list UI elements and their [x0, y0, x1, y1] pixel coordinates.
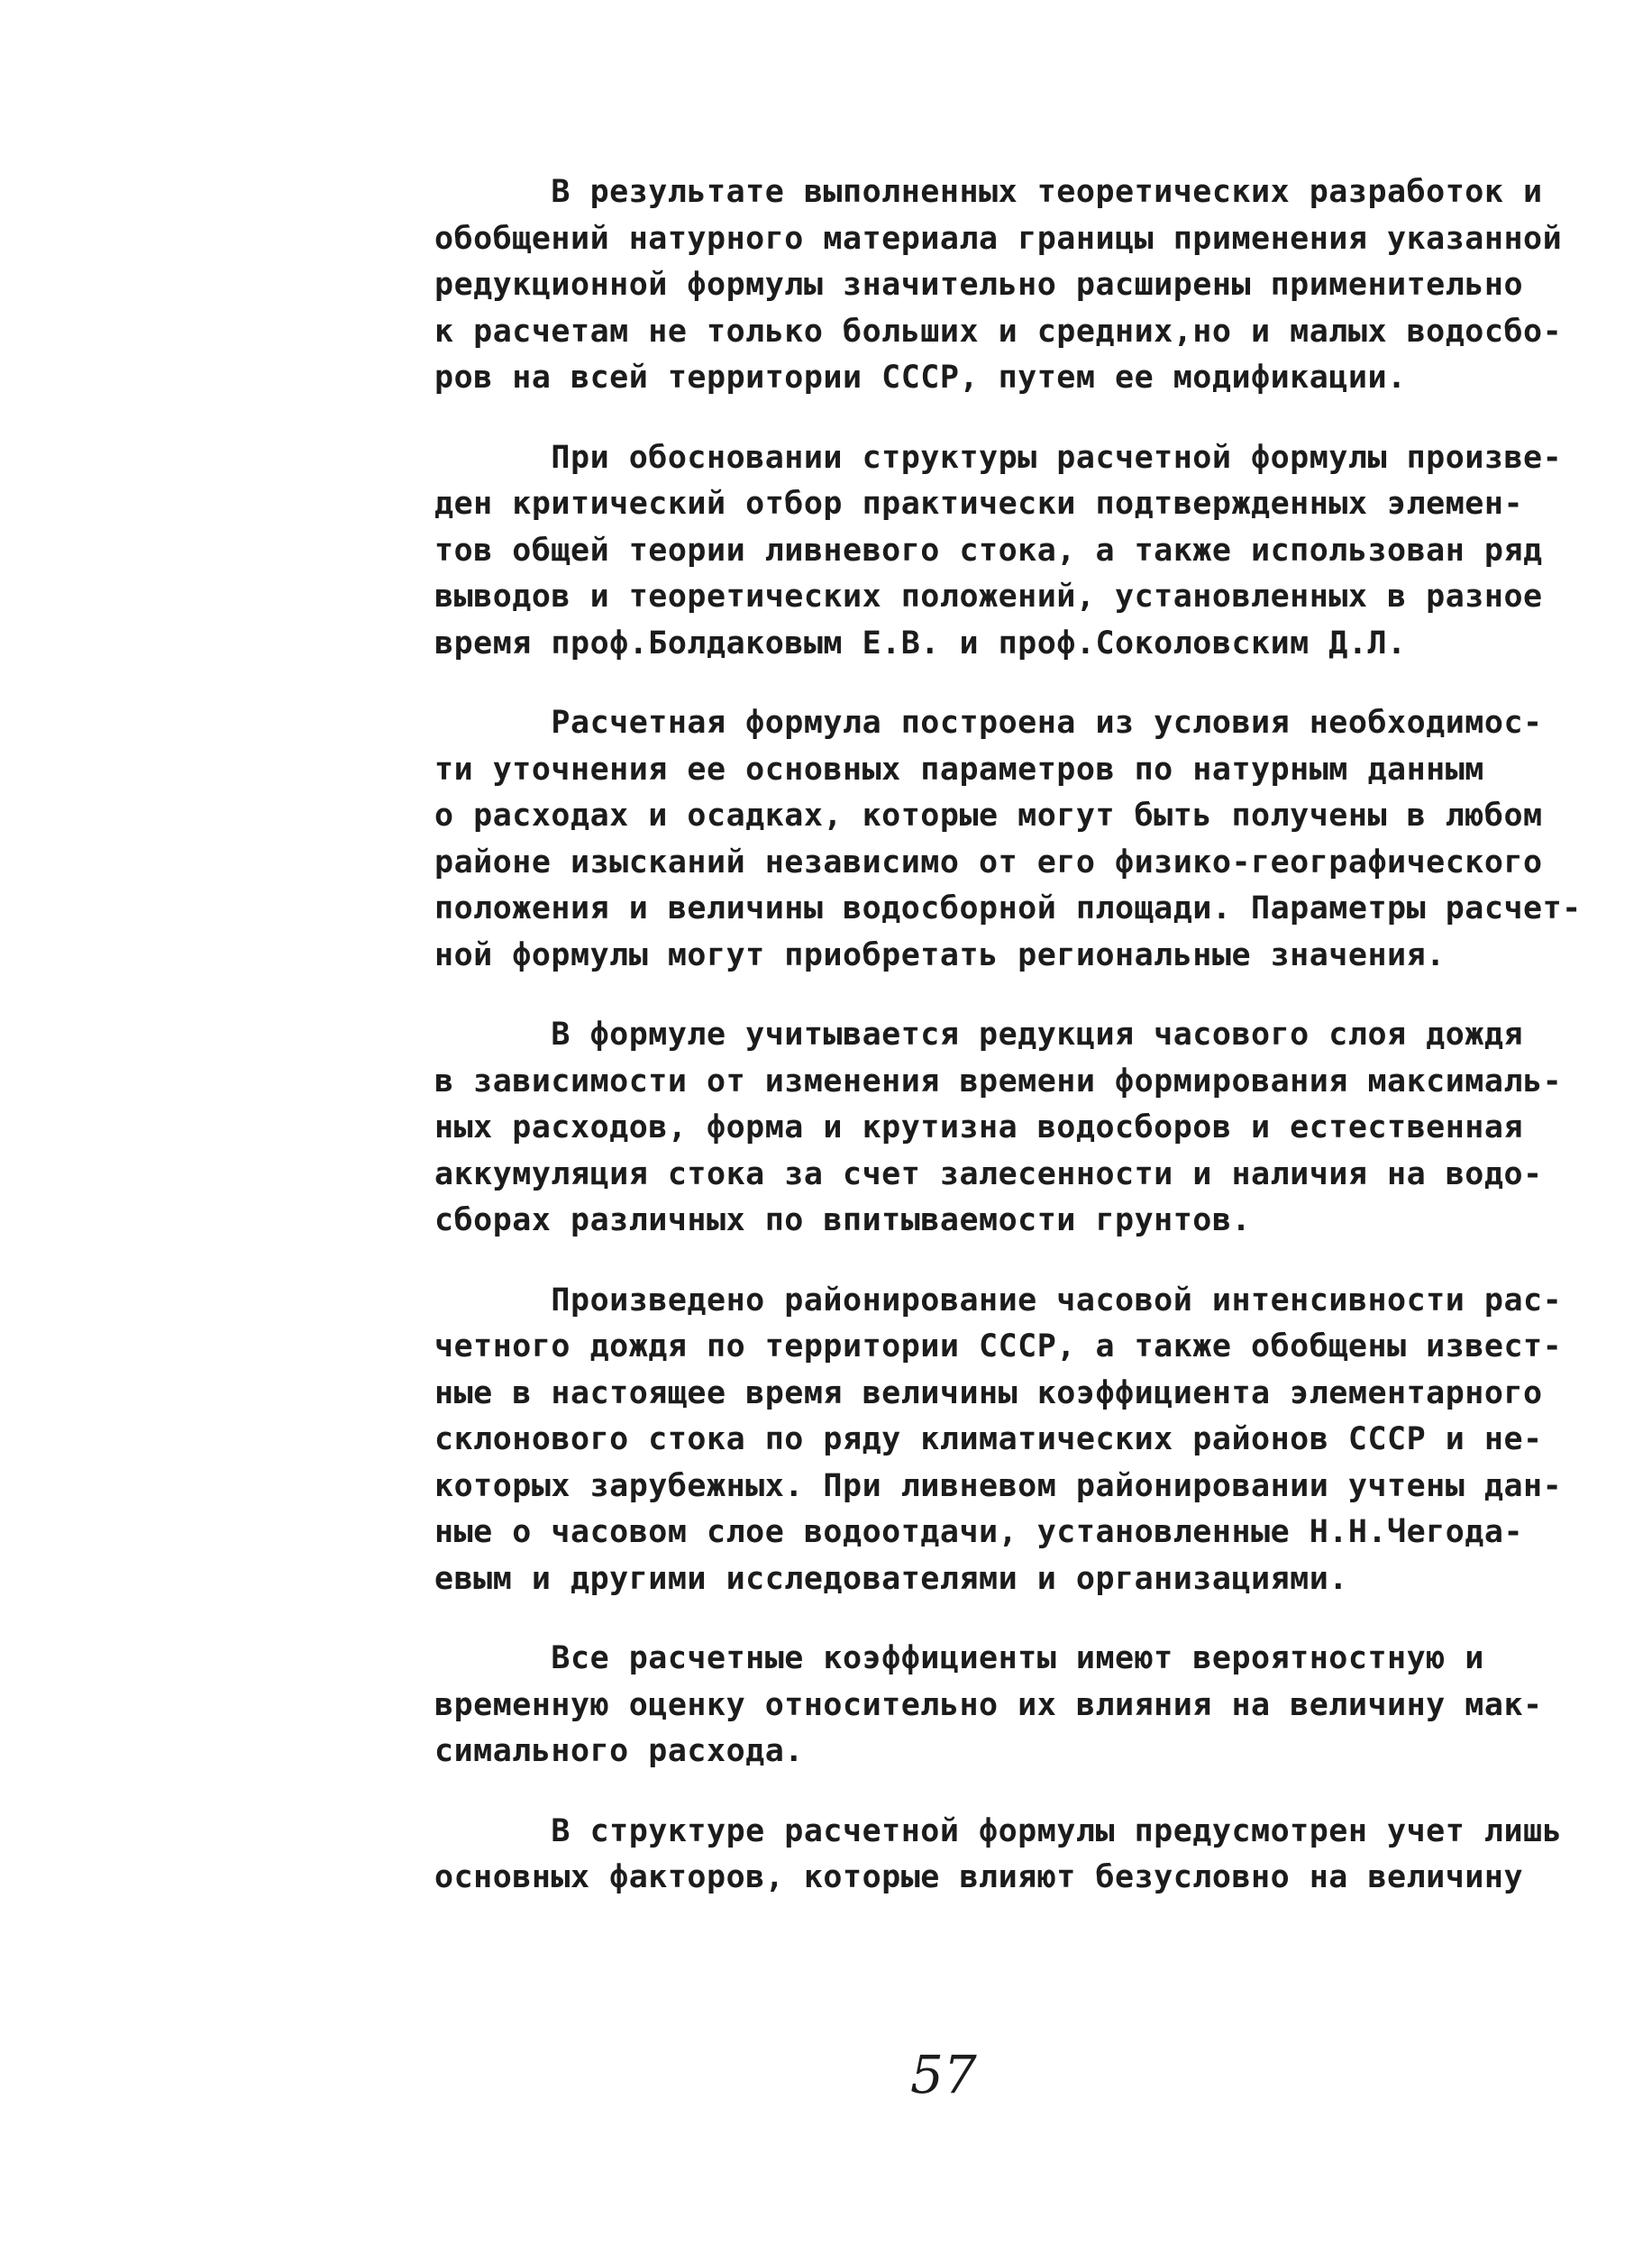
text-line: четного дождя по территории СССР, а также обобщены извест-: [434, 1328, 1563, 1364]
text-line: ные о часовом слое водоотдачи, установленные Н.Н.Чегода-: [434, 1514, 1524, 1550]
text-line: ные в настоящее время величины коэффициента элементарного: [434, 1374, 1543, 1411]
text-line: тов общей теории ливневого стока, а также использован ряд: [434, 532, 1543, 569]
paragraph-2: [434, 435, 1606, 668]
paragraph-6: [434, 1636, 1606, 1775]
text-line: о расходах и осадках, которые могут быть получены в любом: [434, 798, 1543, 834]
text-line: В формуле учитывается редукция часового слоя дождя: [434, 1017, 1524, 1053]
text-line: которых зарубежных. При ливневом районировании учтены дан-: [434, 1467, 1563, 1504]
text-line: ти уточнения ее основных параметров по натурным данным: [434, 751, 1484, 788]
document-body: [434, 169, 1606, 1935]
paragraph-7: [434, 1809, 1606, 1902]
text-line: сборах различных по впитываемости грунтов.: [434, 1202, 1252, 1238]
text-line: евым и другими исследователями и организациями.: [434, 1560, 1348, 1597]
paragraph-3: [434, 700, 1606, 979]
text-line: основных факторов, которые влияют безусловно на величину: [434, 1859, 1524, 1895]
text-line: к расчетам не только больших и средних,но и малых водосбо-: [434, 313, 1563, 350]
text-line: аккумуляция стока за счет залесенности и наличия на водо-: [434, 1155, 1543, 1192]
text-line: районе изысканий независимо от его физико-географического: [434, 844, 1543, 881]
text-line: ров на всей территории СССР, путем ее модификации.: [434, 360, 1407, 396]
text-line: в зависимости от изменения времени формирования максималь-: [434, 1063, 1563, 1100]
text-line: При обосновании структуры расчетной формулы произве-: [434, 439, 1563, 476]
text-line: временную оценку относительно их влияния на величину мак-: [434, 1686, 1543, 1723]
text-line: ден критический отбор практически подтвержденных элемен-: [434, 486, 1524, 522]
text-line: положения и величины водосборной площади. Параметры расчет-: [434, 890, 1582, 926]
text-line: ных расходов, форма и крутизна водосборов и естественная: [434, 1109, 1524, 1145]
text-line: В структуре расчетной формулы предусмотрен учет лишь: [434, 1812, 1563, 1849]
paragraph-5: [434, 1278, 1606, 1603]
text-line: Произведено районирование часовой интенсивности рас-: [434, 1282, 1563, 1319]
text-line: ной формулы могут приобретать региональные значения.: [434, 936, 1446, 973]
text-line: В результате выполненных теоретических разработок и: [434, 174, 1543, 210]
text-line: время проф.Болдаковым Е.В. и проф.Соколовским Д.Л.: [434, 625, 1407, 662]
text-line: выводов и теоретических положений, установленных в разное: [434, 579, 1543, 615]
text-line: обобщений натурного материала границы применения указанной: [434, 220, 1563, 257]
page-number: 57: [910, 2044, 977, 2105]
text-line: Все расчетные коэффициенты имеют вероятностную и: [434, 1640, 1484, 1676]
paragraph-4: [434, 1012, 1606, 1245]
text-line: Расчетная формула построена из условия необходимос-: [434, 705, 1543, 741]
paragraph-1: [434, 169, 1606, 402]
text-line: редукционной формулы значительно расширены применительно: [434, 267, 1524, 303]
text-line: симального расхода.: [434, 1733, 804, 1769]
text-line: склонового стока по ряду климатических районов СССР и не-: [434, 1421, 1543, 1457]
